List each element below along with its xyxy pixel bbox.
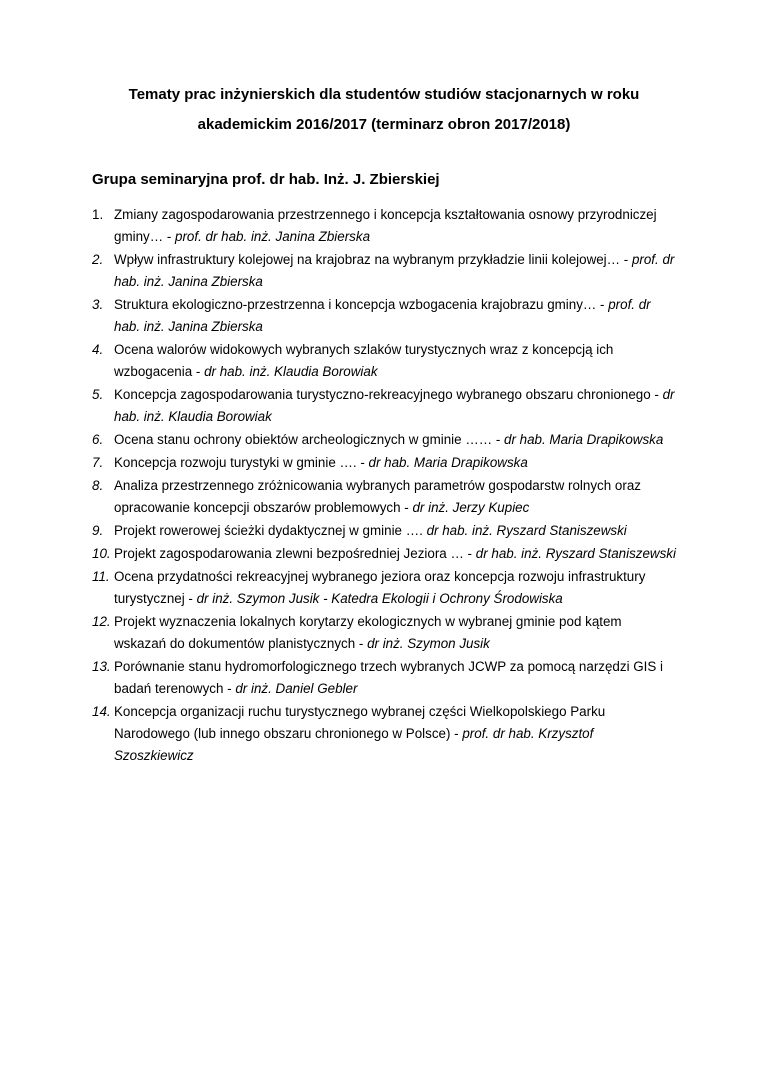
topic-number: 11. <box>92 569 110 584</box>
topic-supervisor: dr hab. inż. Klaudia Borowiak <box>204 364 378 379</box>
topic-title: Ocena stanu ochrony obiektów archeologicznych w gminie …… - <box>114 432 505 447</box>
topic-number: 8. <box>92 478 104 493</box>
group-heading: Grupa seminaryjna prof. dr hab. Inż. J. Zbierskiej <box>92 171 440 188</box>
list-item <box>92 475 676 519</box>
topic-supervisor: dr inż. Daniel Gebler <box>235 681 358 696</box>
topic-title: Porównanie stanu hydromorfologicznego trzech wybranych JCWP za pomocą narzędzi GIS i badań terenowych - <box>114 659 664 696</box>
topic-number: 12. <box>92 614 111 629</box>
topic-title: Projekt zagospodarowania zlewni bezpośredniej Jeziora … - <box>114 546 476 561</box>
topic-supervisor: dr inż. Szymon Jusik - Katedra Ekologii i Ochrony Środowiska <box>196 591 563 606</box>
list-item <box>92 384 676 428</box>
list-item <box>92 204 676 248</box>
topic-title: Wpływ infrastruktury kolejowej na krajobraz na wybranym przykładzie linii kolejowej… - <box>114 252 632 267</box>
topic-number: 9. <box>92 523 104 538</box>
list-item <box>92 520 676 542</box>
list-item <box>92 611 676 655</box>
topic-supervisor: dr inż. Szymon Jusik <box>367 636 490 651</box>
topic-title: Struktura ekologiczno-przestrzenna i koncepcja wzbogacenia krajobrazu gminy… - <box>114 297 609 312</box>
list-item <box>92 543 676 565</box>
topic-supervisor: dr hab. inż. Ryszard Staniszewski <box>475 546 676 561</box>
topic-title: Projekt rowerowej ścieżki dydaktycznej w gminie …. <box>114 523 427 538</box>
topic-supervisor: dr hab. inż. Ryszard Staniszewski <box>426 523 627 538</box>
topic-number: 1. <box>92 207 104 222</box>
topic-supervisor: dr hab. Maria Drapikowska <box>504 432 664 447</box>
topic-supervisor: prof. dr hab. Krzysztof Szoszkiewicz <box>114 726 594 763</box>
topic-number: 13. <box>92 659 111 674</box>
topic-title: Zmiany zagospodarowania przestrzennego i koncepcja kształtowania osnowy przyrodniczej gminy… - <box>114 207 657 244</box>
topic-supervisor: dr hab. Maria Drapikowska <box>368 455 528 470</box>
list-item <box>92 339 676 383</box>
list-item <box>92 452 676 474</box>
topic-supervisor: prof. dr hab. inż. Janina Zbierska <box>114 252 675 289</box>
topic-number: 7. <box>92 455 104 470</box>
list-item <box>92 429 676 451</box>
title-line-1: Tematy prac inżynierskich dla studentów studiów stacjonarnych w roku <box>128 86 640 103</box>
topic-number: 10. <box>92 546 111 561</box>
topic-number: 2. <box>92 252 104 267</box>
list-item <box>92 294 676 338</box>
title-line-2: akademickim 2016/2017 (terminarz obron 2017/2018) <box>197 116 571 133</box>
document-page <box>0 80 768 1074</box>
topic-supervisor: dr inż. Jerzy Kupiec <box>412 500 530 515</box>
topic-supervisor: dr hab. inż. Klaudia Borowiak <box>114 387 675 424</box>
topic-supervisor: prof. dr hab. inż. Janina Zbierska <box>175 229 371 244</box>
topic-supervisor: prof. dr hab. inż. Janina Zbierska <box>114 297 651 334</box>
list-item <box>92 701 676 767</box>
topic-number: 5. <box>92 387 104 402</box>
topic-title: Analiza przestrzennego zróżnicowania wybranych parametrów gospodarstw rolnych oraz opracowanie koncepcji obszarów problemowych - <box>114 478 641 515</box>
topic-number: 4. <box>92 342 104 357</box>
topic-title: Ocena przydatności rekreacyjnej wybranego jeziora oraz koncepcja rozwoju infrastruktury turystycznej - <box>114 569 646 606</box>
topic-number: 14. <box>92 704 111 719</box>
topic-number: 6. <box>92 432 104 447</box>
topic-title: Koncepcja organizacji ruchu turystycznego wybranej części Wielkopolskiego Parku Narodowego (lub innego obszaru chronionego w Polsce) - <box>114 704 606 741</box>
list-item <box>92 249 676 293</box>
topic-title: Koncepcja zagospodarowania turystyczno-rekreacyjnego wybranego obszaru chronionego - <box>114 387 663 402</box>
topic-list <box>92 204 676 767</box>
topic-title: Projekt wyznaczenia lokalnych korytarzy ekologicznych w wybranej gminie pod kątem wskazań do dokumentów planistycznych - <box>114 614 622 651</box>
document-title <box>92 80 676 140</box>
topic-title: Koncepcja rozwoju turystyki w gminie …. - <box>114 455 369 470</box>
topic-title: Ocena walorów widokowych wybranych szlaków turystycznych wraz z koncepcją ich wzbogacenia - <box>114 342 614 379</box>
topic-number: 3. <box>92 297 104 312</box>
list-item <box>92 656 676 700</box>
list-item <box>92 566 676 610</box>
